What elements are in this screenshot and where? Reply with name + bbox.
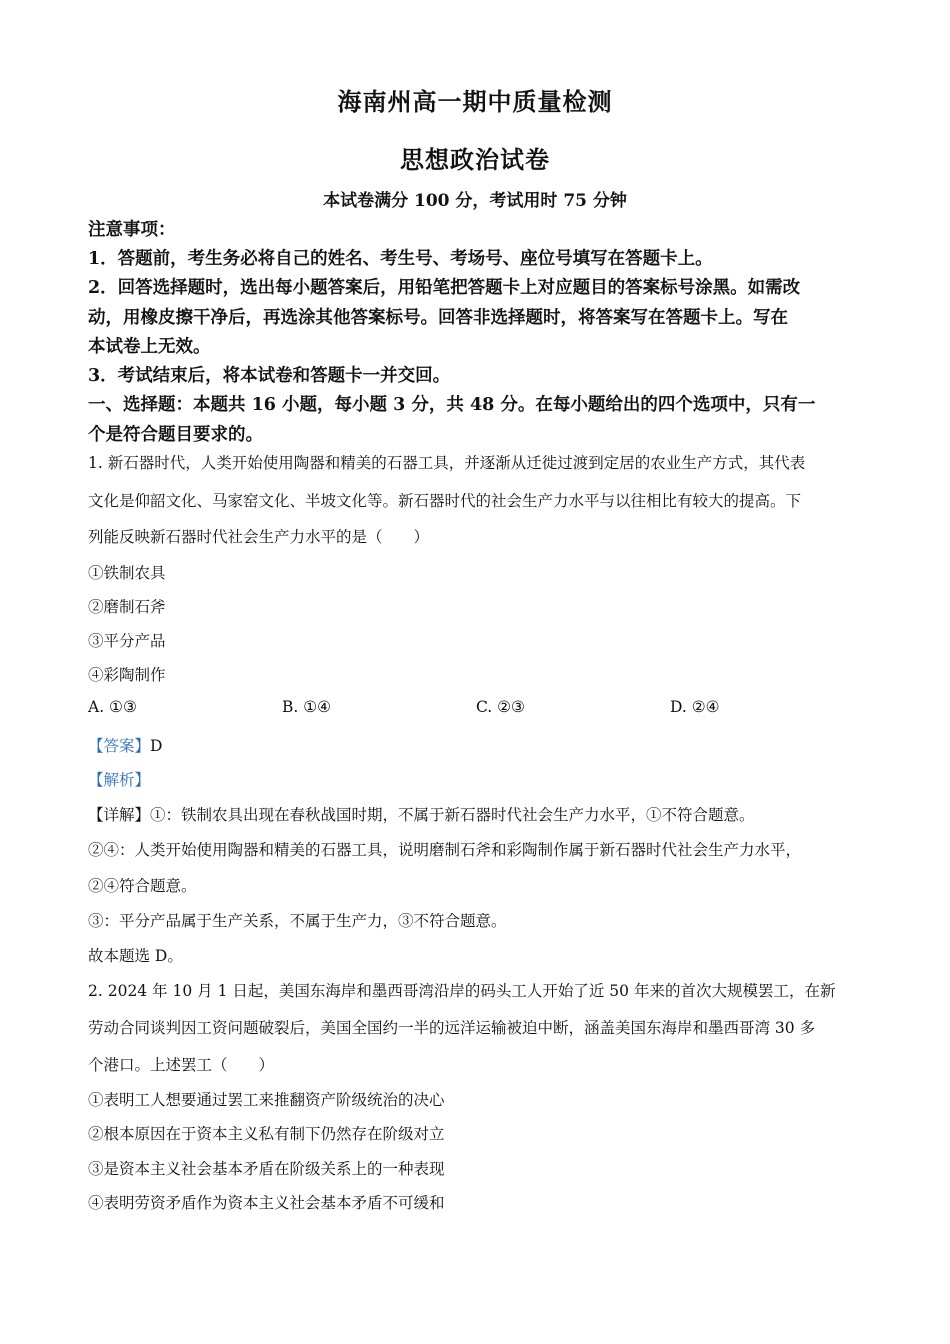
page-title: 海南州高一期中质量检测 xyxy=(337,87,613,116)
q1-detail-line-1: 【详解】①：铁制农具出现在春秋战国时期，不属于新石器时代社会生产力水平，①不符合题意。 xyxy=(88,806,755,824)
q1-stem-line-3: 列能反映新石器时代社会生产力水平的是（ ） xyxy=(88,528,430,546)
q1-stem-line-1: 1. 新石器时代，人类开始使用陶器和精美的石器工具，并逐渐从迁徙过渡到定居的农业生产方式，其代表 xyxy=(88,454,806,472)
q2-item: ③是资本主义社会基本矛盾在阶级关系上的一种表现 xyxy=(88,1160,445,1178)
q1-detail-line-2: ②④：人类开始使用陶器和精美的石器工具，说明磨制石斧和彩陶制作属于新石器时代社会生产力水平， xyxy=(88,841,802,859)
q1-item: ③平分产品 xyxy=(88,632,166,650)
q1-option-d: D. ②④ xyxy=(670,698,720,716)
q1-option-a: A. ①③ xyxy=(88,698,137,716)
answer-value: D xyxy=(150,737,163,755)
q2-item: ①表明工人想要通过罢工来推翻资产阶级统治的决心 xyxy=(88,1091,445,1109)
q1-stem-line-2: 文化是仰韶文化、马家窑文化、半坡文化等。新石器时代的社会生产力水平与以往相比有较大的提高。下 xyxy=(88,492,802,510)
q2-item: ②根本原因在于资本主义私有制下仍然存在阶级对立 xyxy=(88,1125,445,1143)
section-heading-line-1: 一、选择题：本题共 16 小题，每小题 3 分，共 48 分。在每小题给出的四个选项中，只有一 xyxy=(88,395,816,415)
exam-info: 本试卷满分 100 分，考试用时 75 分钟 xyxy=(323,191,627,211)
page-subtitle: 思想政治试卷 xyxy=(400,145,550,174)
q2-stem-line-3: 个港口。上述罢工（ ） xyxy=(88,1056,275,1074)
q2-stem-line-1: 2. 2024 年 10 月 1 日起，美国东海岸和墨西哥湾沿岸的码头工人开始了近 50 年来的首次大规模罢工，在新 xyxy=(88,982,836,1000)
q1-detail-line-4: ③：平分产品属于生产关系，不属于生产力，③不符合题意。 xyxy=(88,912,507,930)
notice-item-2-line-1: 2．回答选择题时，选出每小题答案后，用铅笔把答题卡上对应题目的答案标号涂黑。如需改 xyxy=(88,278,801,298)
notice-item-3: 3．考试结束后，将本试卷和答题卡一并交回。 xyxy=(88,366,451,386)
q1-option-c: C. ②③ xyxy=(476,698,525,716)
q1-item: ②磨制石斧 xyxy=(88,598,166,616)
q1-detail-line-5: 故本题选 D。 xyxy=(88,947,183,965)
q1-option-b: B. ①④ xyxy=(282,698,332,716)
q1-answer xyxy=(88,734,868,756)
q1-item: ①铁制农具 xyxy=(88,564,166,582)
section-heading-line-2: 个是符合题目要求的。 xyxy=(88,425,263,445)
notice-heading: 注意事项： xyxy=(88,220,176,240)
analysis-label: 【解析】 xyxy=(88,771,151,789)
answer-label: 【答案】 xyxy=(88,737,151,755)
notice-item-1: 1．答题前，考生务必将自己的姓名、考生号、考场号、座位号填写在答题卡上。 xyxy=(88,249,713,269)
notice-item-2-line-2: 动，用橡皮擦干净后，再选涂其他答案标号。回答非选择题时，将答案写在答题卡上。写在 xyxy=(88,308,788,328)
notice-item-2-line-3: 本试卷上无效。 xyxy=(88,337,211,357)
q2-item: ④表明劳资矛盾作为资本主义社会基本矛盾不可缓和 xyxy=(88,1194,445,1212)
q2-stem-line-2: 劳动合同谈判因工资问题破裂后，美国全国约一半的远洋运输被迫中断，涵盖美国东海岸和墨西哥湾 30 多 xyxy=(88,1019,816,1037)
q1-detail-line-3: ②④符合题意。 xyxy=(88,877,197,895)
q1-item: ④彩陶制作 xyxy=(88,666,166,684)
